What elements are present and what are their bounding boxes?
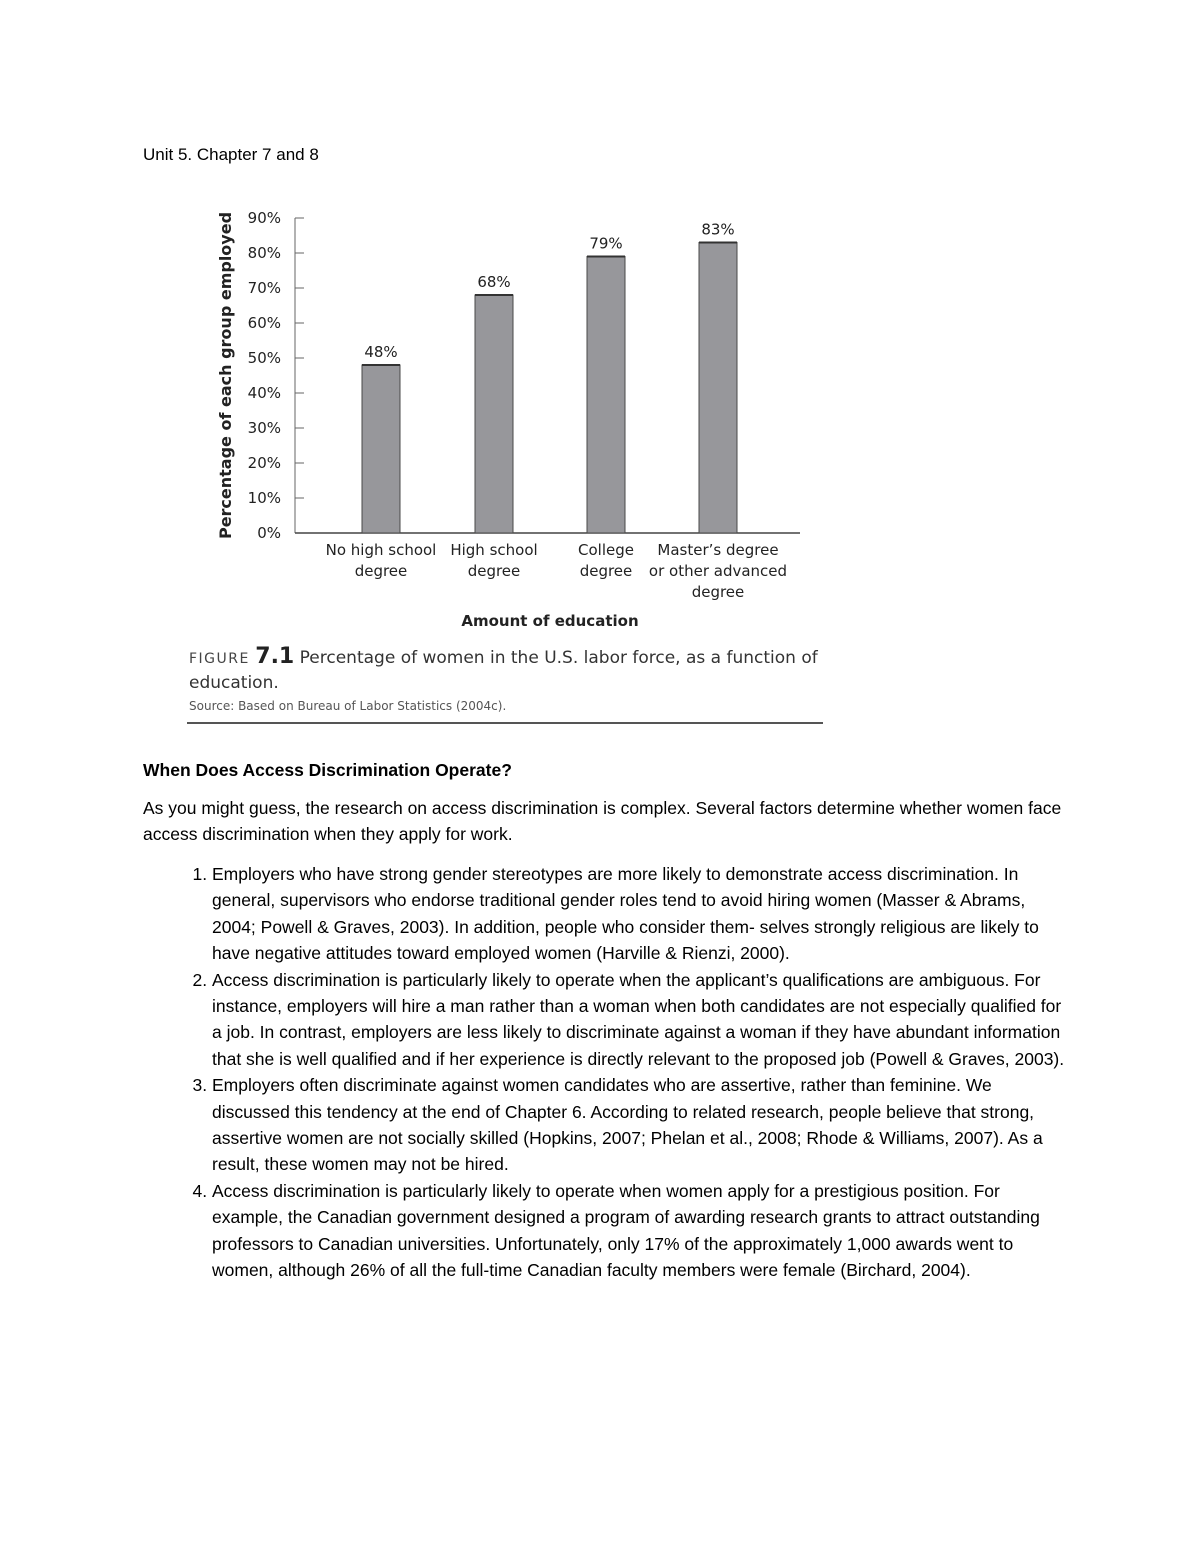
figure-7-1: [185, 195, 845, 735]
y-tick-label: 10%: [247, 489, 281, 507]
y-tick-label: 40%: [247, 384, 281, 402]
list-item: 4. Access discrimination is particularly likely to operate when women apply for a prestigious position. For example, the Canadian government designed a program of awarding research grants to attract outstanding professors to Canadian universities. Unfortunately, only 17% of the approximately 1,000 awards went to women, although 26% of all the full-time Canadian faculty members were female (Birchard, 2004).: [212, 1178, 1073, 1284]
x-category-label: degree: [579, 562, 633, 580]
x-category-label: degree: [354, 562, 408, 580]
list-item: 2. Access discrimination is particularly likely to operate when the applicant’s qualifications are ambiguous. For instance, employers will hire a man rather than a woman when both candidates are not especially qualified for a job. In contrast, employers are less likely to discriminate against a woman if they have abundant information that she is well qualified and if her experience is directly relevant to the proposed job (Powell & Graves, 2003).: [212, 967, 1073, 1073]
bar-value-label: 79%: [589, 234, 623, 253]
figure-source: Source: Based on Bureau of Labor Statistics (2004c).: [189, 699, 507, 713]
section-intro: As you might guess, the research on access discrimination is complex. Several factors determine whether women face access discrimination when they apply for work.: [143, 798, 1062, 844]
x-category-label: No high school: [325, 541, 437, 559]
bar: [475, 295, 513, 533]
document-title: Unit 5. Chapter 7 and 8: [143, 145, 319, 164]
list-item: 3. Employers often discriminate against women candidates who are assertive, rather than feminine. We discussed this tendency at the end of Chapter 6. According to related research, people believe that strong, assertive women are not socially skilled (Hopkins, 2007; Phelan et al., 2008; Rhode & Williams, 2007). As a result, these women may not be hired.: [212, 1072, 1073, 1178]
bar: [699, 243, 737, 534]
y-tick-label: 80%: [247, 244, 281, 262]
section-access-discrimination: [143, 760, 1073, 1284]
y-tick-label: 30%: [247, 419, 281, 437]
figure-number: 7.1: [255, 644, 295, 669]
x-category-label: degree: [691, 583, 745, 601]
y-tick-label: 20%: [247, 454, 281, 472]
factor-list: [143, 861, 1073, 1284]
list-item: 1. Employers who have strong gender stereotypes are more likely to demonstrate access discrimination. In general, supervisors who endorse traditional gender roles tend to avoid hiring women (Masser & Abrams, 2004; Powell & Graves, 2003). In addition, people who consider them- selves strongly religious are likely to have negative attitudes toward employed women (Harville & Rienzi, 2000).: [212, 861, 1073, 967]
x-category-label: Master’s degree: [657, 541, 779, 559]
y-axis-title: Percentage of each group employed: [216, 211, 235, 540]
y-tick-label: 60%: [247, 314, 281, 332]
figure-divider: [187, 722, 823, 724]
y-tick-label: 70%: [247, 279, 281, 297]
x-category-label: or other advanced: [648, 562, 788, 580]
bar-chart: [185, 195, 845, 635]
y-tick-label: 0%: [257, 524, 281, 542]
x-axis-title: Amount of education: [461, 612, 639, 630]
bar-value-label: 68%: [477, 273, 511, 291]
bar-value-label: 83%: [701, 220, 735, 239]
bar-value-label: 48%: [364, 343, 398, 361]
figure-word: FIGURE: [189, 651, 250, 667]
x-category-label: degree: [467, 562, 521, 580]
figure-caption-text: Percentage of women in the U.S. labor force, as a function of education.: [189, 648, 818, 693]
y-tick-label: 90%: [247, 209, 281, 227]
y-tick-label: 50%: [247, 349, 281, 367]
figure-caption: [189, 645, 829, 695]
bar: [362, 365, 400, 533]
x-category-label: High school: [450, 541, 538, 559]
x-category-label: College: [578, 541, 634, 559]
bar: [587, 257, 625, 534]
section-heading: When Does Access Discrimination Operate?: [143, 760, 512, 780]
